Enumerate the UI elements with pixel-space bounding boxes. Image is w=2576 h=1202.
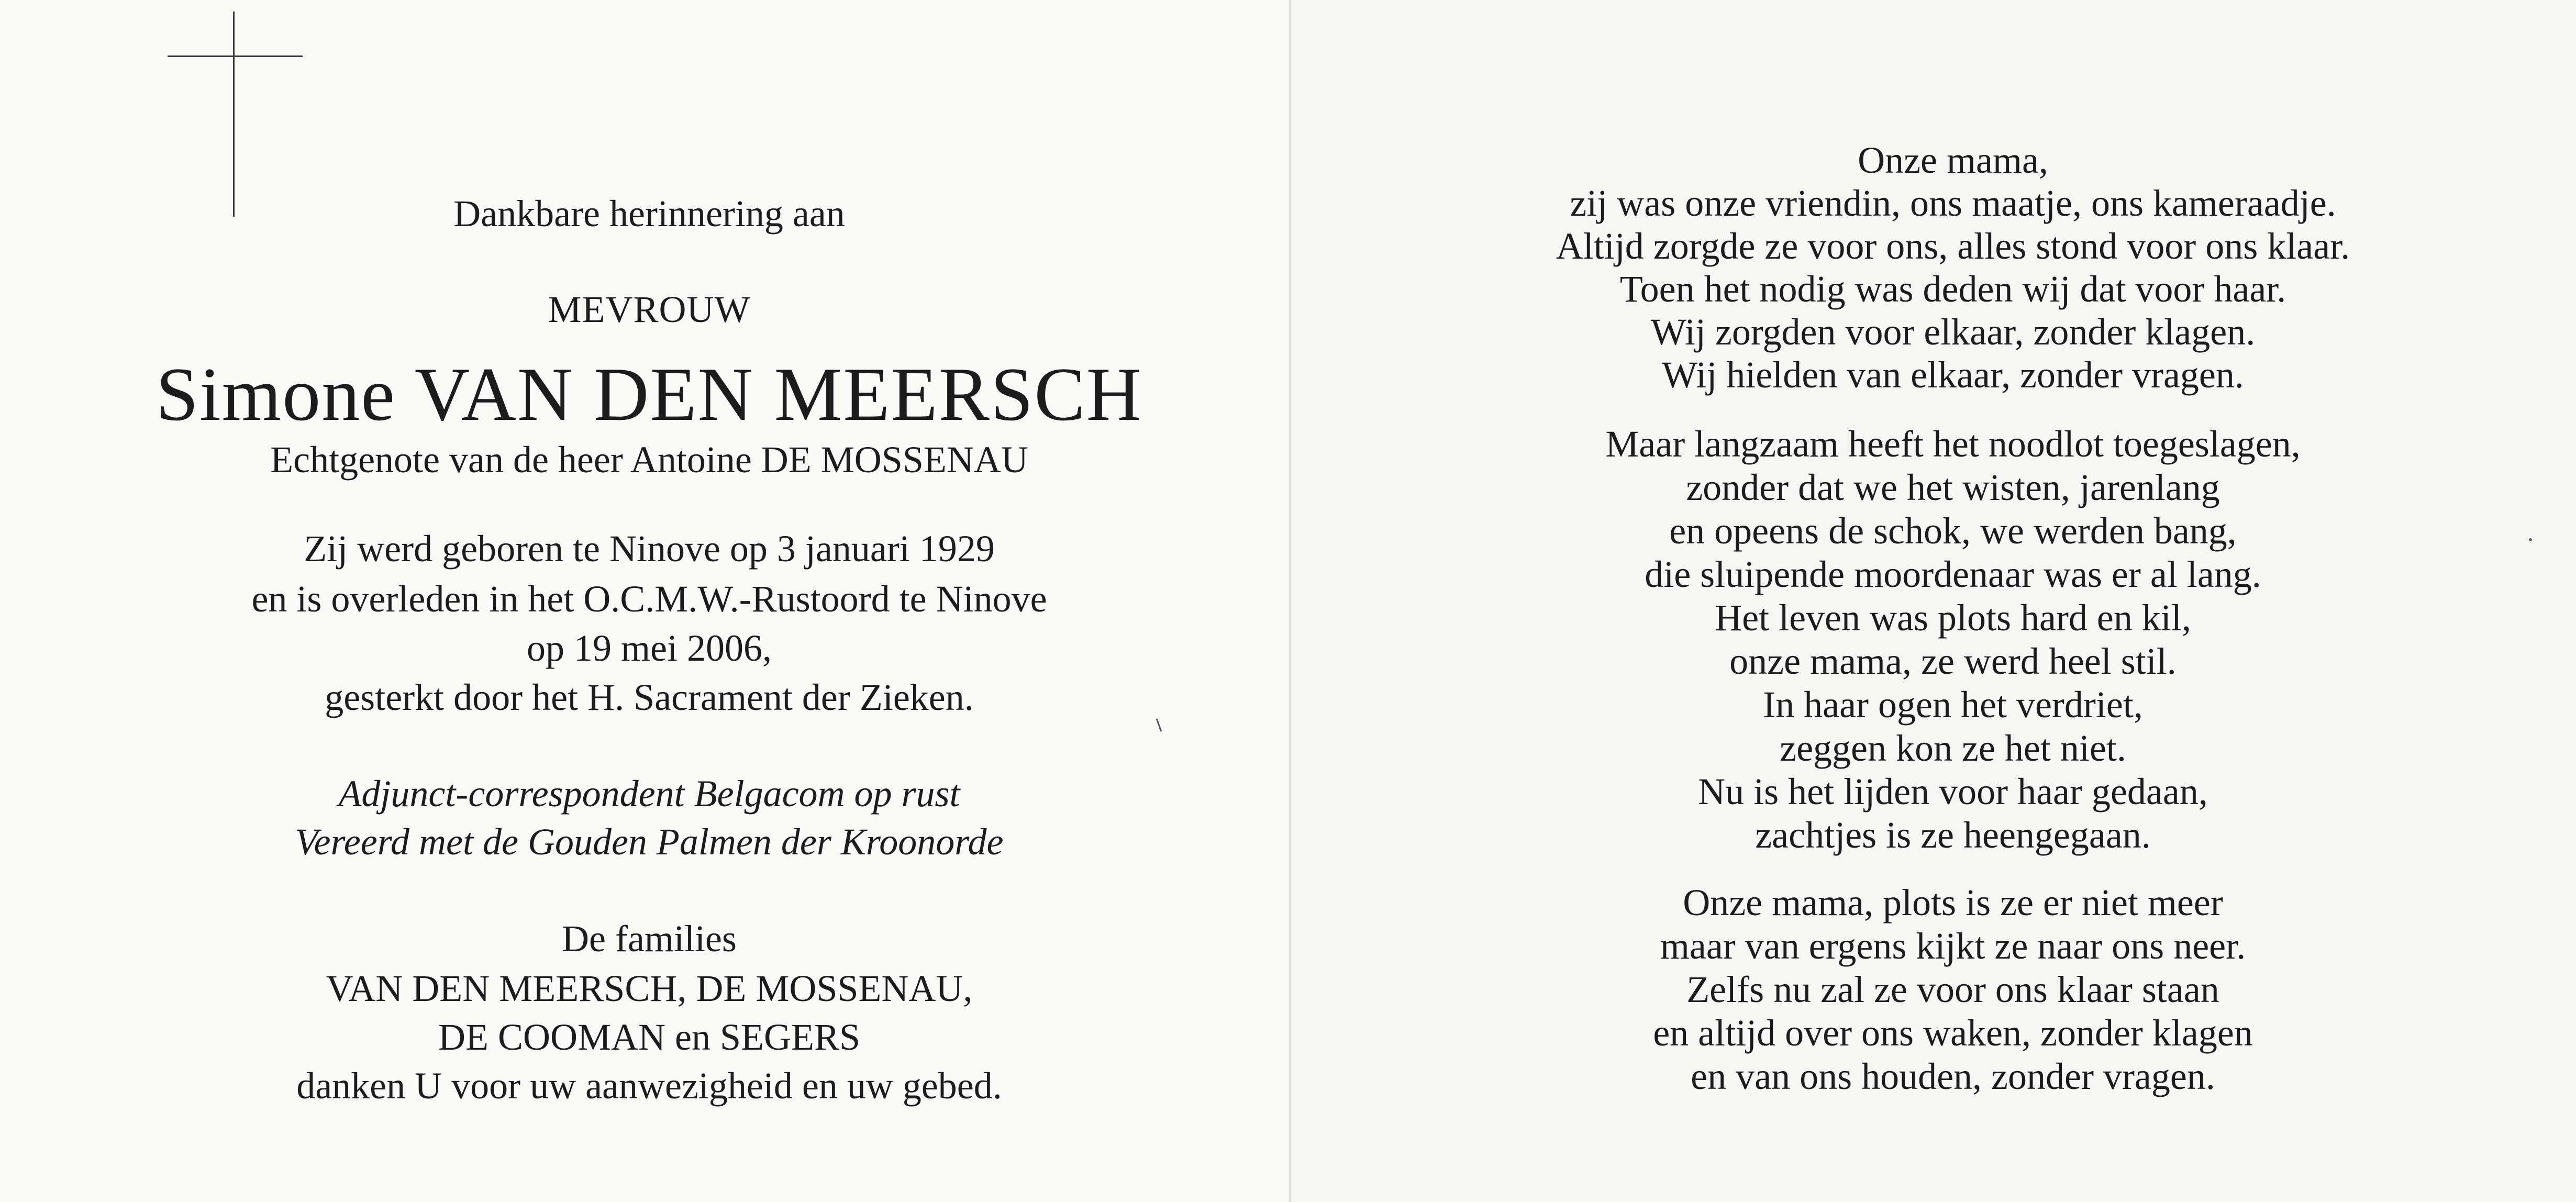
sacrament-line: gesterkt door het H. Sacrament der Zieken. (325, 676, 974, 718)
poem-line: Wij hielden van elkaar, zonder vragen. (1662, 354, 2244, 396)
poem-line: In haar ogen het verdriet, (1763, 684, 2143, 726)
death-place-line: en is overleden in het O.C.M.W.-Rustoord te Ninove (251, 578, 1047, 620)
families-heading: De families (562, 918, 737, 960)
poem-line: Wij zorgden voor elkaar, zonder klagen. (1650, 311, 2256, 353)
poem-line: zonder dat we het wisten, jarenlang (1686, 466, 2220, 508)
poem-line: en altijd over ons waken, zonder klagen (1653, 1012, 2253, 1054)
birth-line: Zij werd geboren te Ninove op 3 januari 1929 (304, 528, 995, 570)
deceased-name: Simone VAN DEN MEERSCH (156, 352, 1143, 437)
poem-line: die sluipende moordenaar was er al lang. (1645, 553, 2261, 595)
spouse-text: Echtgenote van de heer Antoine DE MOSSENAU (270, 439, 1028, 481)
poem-line: Zelfs nu zal ze voor ons klaar staan (1686, 969, 2219, 1010)
poem-line: en opeens de schok, we werden bang, (1669, 510, 2237, 552)
poem-line: Nu is het lijden voor haar gedaan, (1698, 771, 2208, 813)
scan-speck (2529, 538, 2532, 541)
families-line: VAN DEN MEERSCH, DE MOSSENAU, (326, 967, 973, 1009)
honor-line: Adjunct-correspondent Belgacom op rust (338, 773, 960, 815)
poem-line: maar van ergens kijkt ze naar ons neer. (1660, 925, 2246, 967)
poem-line: zij was onze vriendin, ons maatje, ons kameraadje. (1570, 182, 2336, 224)
death-date-line: op 19 mei 2006, (527, 627, 772, 669)
poem-line: zeggen kon ze het niet. (1780, 727, 2126, 769)
poem-line: Toen het nodig was deden wij dat voor haar. (1619, 268, 2286, 310)
poem-line: zachtjes is ze heengegaan. (1755, 814, 2151, 856)
poem-line: en van ons houden, zonder vragen. (1691, 1055, 2215, 1097)
poem-line: Maar langzaam heeft het noodlot toegeslagen, (1605, 423, 2301, 465)
honor-line: Vereerd met de Gouden Palmen der Kroonorde (295, 821, 1004, 863)
card-fold (1289, 0, 1291, 1202)
intro-text: Dankbare herinnering aan (453, 193, 845, 235)
poem-line: Onze mama, plots is ze er niet meer (1683, 882, 2223, 923)
poem-line: Het leven was plots hard en kil, (1715, 597, 2191, 639)
poem-line: onze mama, ze werd heel stil. (1729, 640, 2177, 682)
thanks-line: danken U voor uw aanwezigheid en uw gebed. (296, 1065, 1002, 1107)
poem-line: Onze mama, (1858, 139, 2048, 181)
poem-line: Altijd zorgde ze voor ons, alles stond voor ons klaar. (1556, 225, 2350, 267)
families-line: DE COOMAN en SEGERS (438, 1016, 861, 1058)
title-text: MEVROUW (548, 288, 751, 330)
